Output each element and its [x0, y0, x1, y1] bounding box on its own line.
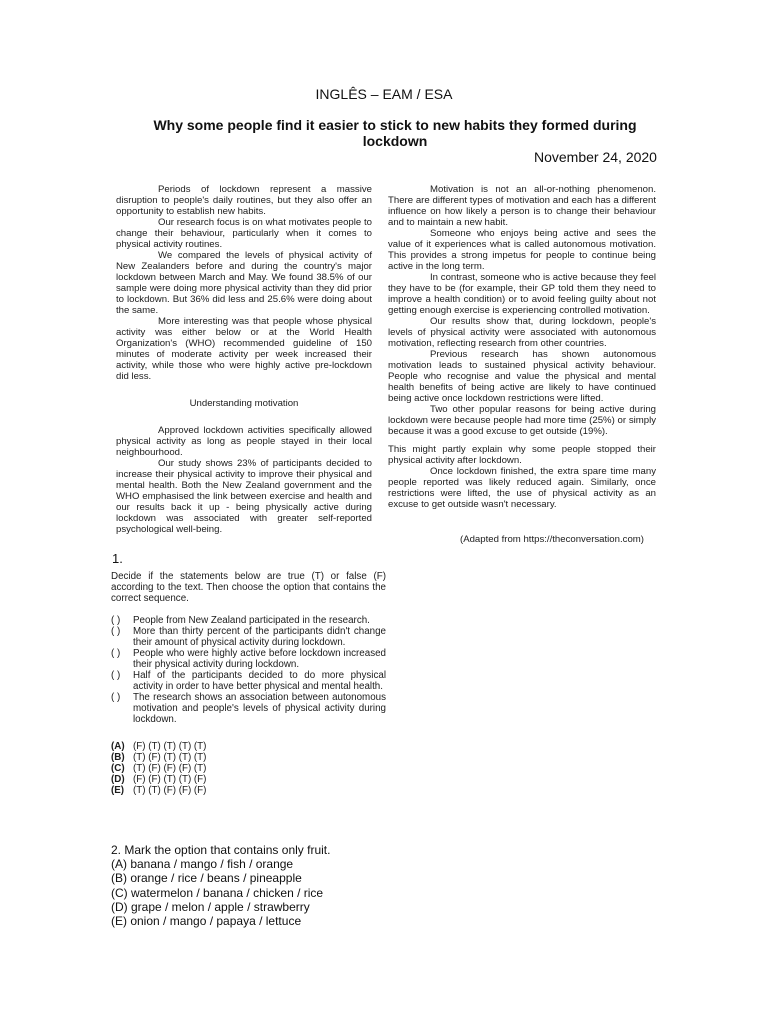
- answer-blank: ( ): [111, 648, 121, 659]
- option-letter: (D): [111, 774, 125, 785]
- answer-option: (C) watermelon / banana / chicken / rice: [111, 885, 324, 900]
- article-title: Why some people find it easier to stick to new habits they formed during lockdown: [153, 117, 637, 149]
- option-sequence: (T) (F) (F) (F) (T): [133, 763, 207, 774]
- option-sequence: (T) (F) (T) (T) (T): [133, 752, 207, 763]
- article-paragraph: Motivation is not an all-or-nothing phenomenon. There are different types of motivation and each has a different influence on how likely a person is to change their behaviour and to maintain a new habit.: [388, 184, 656, 228]
- article-paragraph: Previous research has shown autonomous motivation leads to sustained physical activity behaviour. People who recognise and value the physical and mental health benefits of being active are likely to have continued being active once lockdown restrictions were lifted.: [388, 349, 656, 404]
- article-paragraph: In contrast, someone who is active because they feel they have to be (for example, their GP told them they need to improve a health condition) or to avoid feeling guilty about not getting enough exercise is experiencing controlled motivation.: [388, 272, 656, 316]
- answer-option: [111, 752, 386, 763]
- answer-blank: ( ): [111, 626, 121, 637]
- statement-item: [111, 615, 386, 626]
- paragraph-gap: [388, 437, 656, 444]
- article-paragraph: More interesting was that people whose physical activity was either below or at the World Health Organization's (WHO) recommended guideline of 150 minutes of moderate activity per week increased their activity, while those who were highly active pre-lockdown did less.: [116, 316, 372, 382]
- statement-text: People who were highly active before lockdown increased their physical activity during lockdown.: [133, 648, 386, 670]
- article-source: (Adapted from https://theconversation.com): [460, 534, 644, 545]
- statement-item: [111, 692, 386, 725]
- answer-option: (A) banana / mango / fish / orange: [111, 857, 294, 872]
- article-paragraph: We compared the levels of physical activity of New Zealanders before and during the country's major lockdown between March and May. We found 38.5% of our sample were doing more physical activity than they did prior to lockdown. But 36% did less and 25.6% were doing about the same.: [116, 250, 372, 316]
- answer-option: [111, 763, 386, 774]
- answer-option: (D) grape / melon / apple / strawberry: [111, 899, 310, 914]
- answer-blank: ( ): [111, 615, 121, 626]
- article-paragraph: Periods of lockdown represent a massive disruption to people's daily routines, but they also offer an opportunity to establish new habits.: [116, 184, 372, 217]
- article-date: November 24, 2020: [534, 149, 657, 165]
- option-sequence: (T) (T) (F) (F) (F): [133, 785, 207, 796]
- option-sequence: (F) (F) (T) (T) (F): [133, 774, 207, 785]
- answer-option: [111, 741, 386, 752]
- answer-options: [111, 741, 386, 796]
- question-2-prompt: 2. Mark the option that contains only fruit.: [111, 843, 331, 857]
- option-letter: (E): [111, 785, 125, 796]
- answer-option: (B) orange / rice / beans / pineapple: [111, 871, 302, 886]
- article-right-column: [388, 184, 656, 510]
- article-paragraph: Our research focus is on what motivates people to change their behaviour, particularly when it comes to physical activity routines.: [116, 217, 372, 250]
- article-left-column: [116, 184, 372, 535]
- option-sequence: (F) (T) (T) (T) (T): [133, 741, 207, 752]
- statement-item: [111, 670, 386, 692]
- article-paragraph: Once lockdown finished, the extra spare time many people reported was likely reduced again. Similarly, once restrictions were lifted, the use of physical activity as an excuse to get outside wasn't necessary.: [388, 466, 656, 510]
- statement-text: The research shows an association between autonomous motivation and people's levels of physical activity during lockdown.: [133, 692, 386, 725]
- page-header: INGLÊS – EAM / ESA: [315, 86, 453, 102]
- question-1: [111, 571, 386, 796]
- answer-blank: ( ): [111, 670, 121, 681]
- question-1-intro: Decide if the statements below are true (T) or false (F) according to the text. Then choose the option that contains the correct sequence.: [111, 571, 386, 604]
- statement-text: More than thirty percent of the participants didn't change their amount of physical activity during lockdown.: [133, 626, 386, 648]
- statement-item: [111, 626, 386, 648]
- option-letter: (A): [111, 741, 125, 752]
- article-paragraph: This might partly explain why some people stopped their physical activity after lockdown.: [388, 444, 656, 466]
- article-paragraph: Our study shows 23% of participants decided to increase their physical activity to improve their physical and mental health. Both the New Zealand government and the WHO emphasised the link between exercise and health and our results back it up - being physically active during lockdown was associated with greater self-reported psychological well-being.: [116, 458, 372, 535]
- answer-option: [111, 774, 386, 785]
- answer-option: [111, 785, 386, 796]
- statement-text: Half of the participants decided to do more physical activity in order to have better physical and mental health.: [133, 670, 386, 692]
- question-1-number: 1.: [112, 551, 123, 566]
- article-paragraph: Two other popular reasons for being active during lockdown were because people had more time (25%) or simply because it was a good excuse to get outside (19%).: [388, 404, 656, 437]
- statement-item: [111, 648, 386, 670]
- question-2: [111, 843, 330, 928]
- article-paragraph: Approved lockdown activities specifically allowed physical activity as long as people stayed in their local neighbourhood.: [116, 425, 372, 458]
- statement-text: People from New Zealand participated in the research.: [133, 615, 370, 626]
- answer-blank: ( ): [111, 692, 121, 703]
- option-letter: (C): [111, 763, 125, 774]
- option-letter: (B): [111, 752, 125, 763]
- answer-option: (E) onion / mango / papaya / lettuce: [111, 914, 302, 929]
- article-subheading: Understanding motivation: [189, 398, 299, 409]
- article-paragraph: Our results show that, during lockdown, people's levels of physical activity were associated with autonomous motivation, reflecting research from other countries.: [388, 316, 656, 349]
- article-paragraph: Someone who enjoys being active and sees the value of it experiences what is called autonomous motivation. This provides a strong impetus for people to continue being active in the long term.: [388, 228, 656, 272]
